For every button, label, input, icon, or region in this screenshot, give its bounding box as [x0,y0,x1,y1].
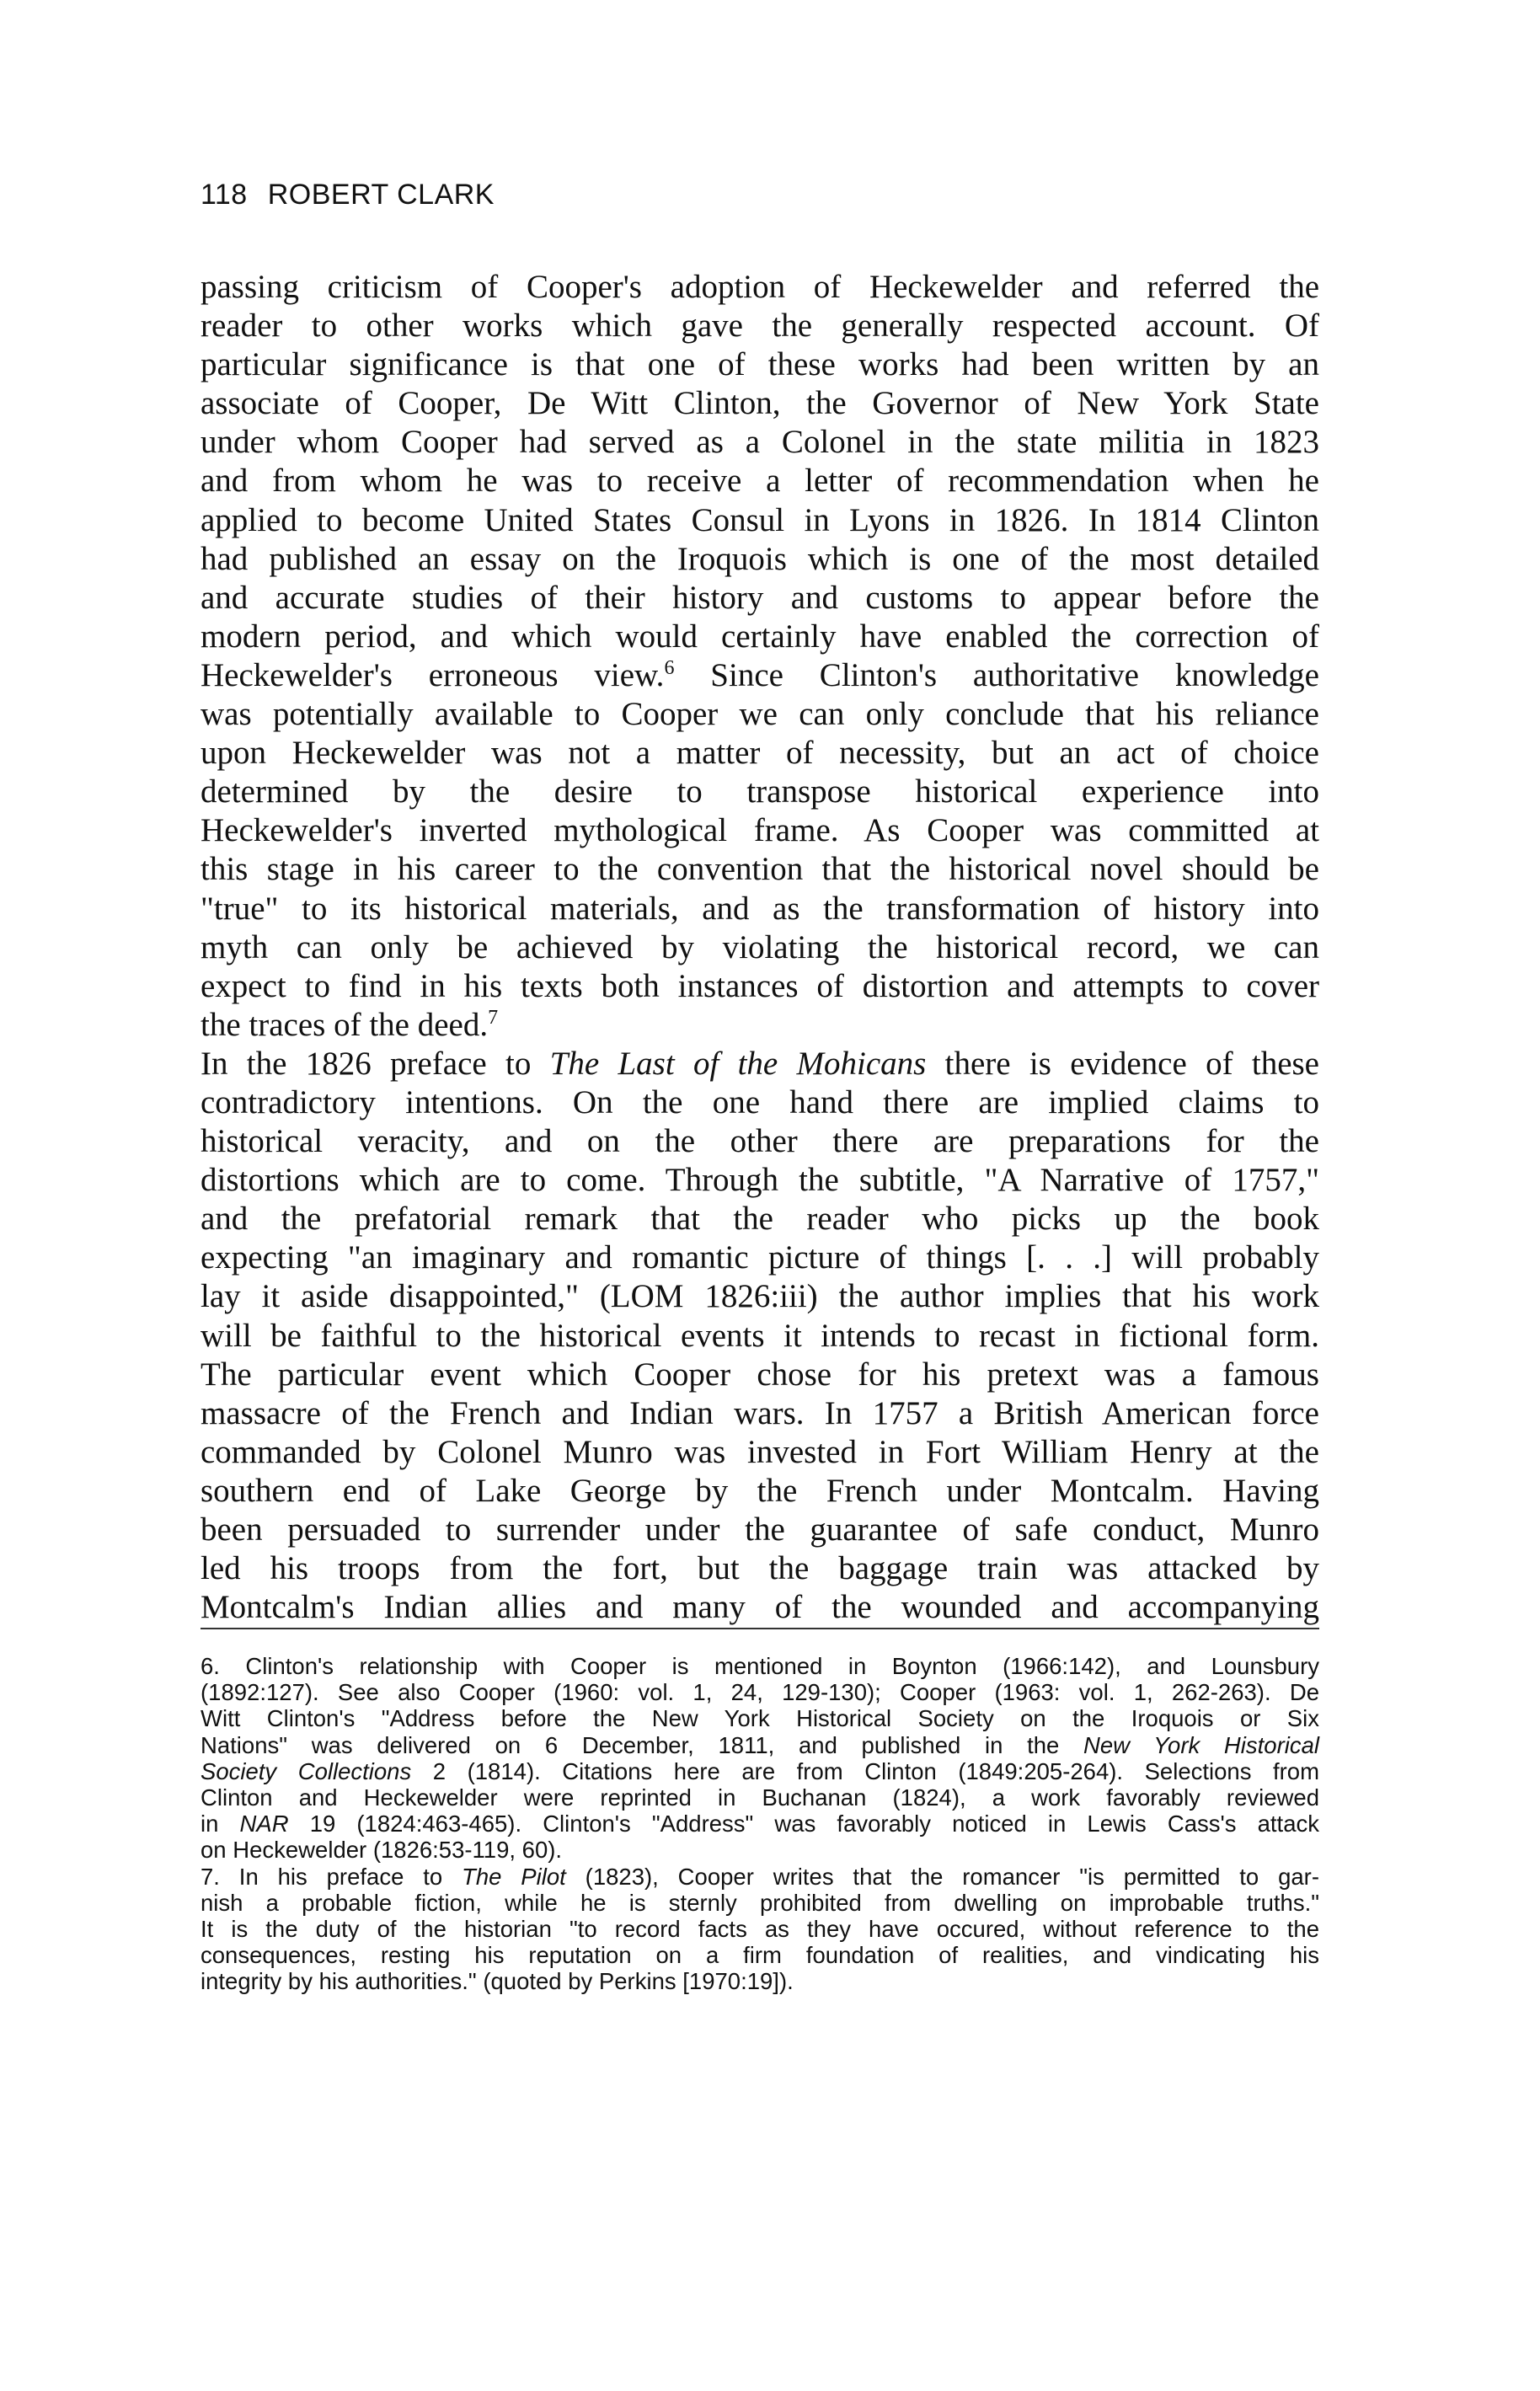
body-line: associate of Cooper, De Witt Clinton, the Governor of New York State [201,385,1319,422]
body-line-text: Since Clinton's authoritative knowledge [674,656,1319,693]
body-line: contradictory intentions. On the one hand there are implied claims to [201,1083,1319,1121]
footnote-6-line [201,1758,1319,1784]
book-title: The Last of the Mohicans [549,1045,927,1082]
body-line: particular significance is that one of these works had been written by an [201,346,1319,383]
body-line: expecting "an imaginary and romantic picture of things [. . .] will probably [201,1239,1319,1276]
body-line: The particular event which Cooper chose for his pretext was a famous [201,1356,1319,1393]
body-line: commanded by Colonel Munro was invested in Fort William Henry at the [201,1433,1319,1470]
body-line: under whom Cooper had served as a Colonel in the state militia in 1823 [201,424,1319,461]
body-line: will be faithful to the historical events it intends to recast in fictional form. [201,1317,1319,1354]
footnote-ref-7[interactable]: 7 [488,1006,499,1029]
body-line: passing criticism of Cooper's adoption of Heckewelder and referred the [201,269,1319,305]
footnote-7-line [201,1864,1319,1890]
body-line: myth can only be achieved by violating the historical record, we can [201,928,1319,965]
body-line: had published an essay on the Iroquois which is one of the most detailed [201,540,1319,577]
body-line [201,1006,1319,1045]
body-line-text: the traces of the deed. [201,1006,489,1043]
body-line: determined by the desire to transpose historical experience into [201,773,1319,810]
publication-title: Society Collections [201,1757,412,1784]
footnote-6-line: (1892:127). See also Cooper (1960: vol. 1, 24, 129-130); Cooper (1963: vol. 1, 262-263). De [201,1679,1319,1706]
running-head-author: ROBERT CLARK [267,179,495,211]
footnote-7-line: It is the duty of the historian "to record facts as they have occured, without reference to the [201,1916,1319,1943]
footnote-7-line: integrity by his authorities." (quoted by Perkins [1970:19]). [201,1968,794,1995]
body-line: distortions which are to come. Through the subtitle, "A Narrative of 1757," [201,1162,1319,1199]
publication-title: The Pilot [462,1863,566,1890]
publication-title: New York Historical [1083,1731,1320,1758]
body-line: Heckewelder's inverted mythological frame. As Cooper was committed at [201,812,1319,849]
footnote-6-line: Witt Clinton's "Address before the New York Historical Society on the Iroquois or Six [201,1705,1319,1732]
body-line-text: there is evidence of these [926,1045,1319,1082]
body-text [201,268,1319,1627]
publication-title: NAR [239,1811,289,1837]
running-head [201,179,495,211]
footnote-6-line: Clinton and Heckewelder were reprinted in Buchanan (1824), a work favorably reviewed [201,1784,1319,1811]
footnote-6-line: 6. Clinton's relationship with Cooper is mentioned in Boynton (1966:142), and Lounsbury [201,1653,1319,1679]
body-line: reader to other works which gave the generally respected account. Of [201,308,1319,345]
footnote-text: in [201,1811,240,1837]
body-line: this stage in his career to the convention that the historical novel should be [201,851,1319,888]
footnote-ref-6[interactable]: 6 [664,656,675,679]
footnote-text: 19 (1824:463-465). Clinton's "Address" was favorably noticed in Lewis Cass's attack [288,1811,1319,1837]
body-line: southern end of Lake George by the French under Montcalm. Having [201,1472,1319,1509]
body-line: led his troops from the fort, but the baggage train was attacked by [201,1550,1319,1587]
body-line: "true" to its historical materials, and as the transformation of history into [201,890,1319,927]
footnote-7-line: nish a probable fiction, while he is sternly prohibited from dwelling on improbable truths." [201,1889,1319,1916]
body-line [201,656,1319,695]
body-line: and accurate studies of their history and customs to appear before the [201,579,1319,616]
footnote-text: (1823), Cooper writes that the romancer "is permitted to gar- [565,1863,1319,1890]
body-line: modern period, and which would certainly have enabled the correction of [201,618,1319,655]
footnote-divider [201,1628,1319,1629]
body-line: and the prefatorial remark that the reader who picks up the book [201,1201,1319,1238]
body-line: Montcalm's Indian allies and many of the wounded and accompanying [201,1589,1319,1626]
footnote-text: 7. In his preface to [201,1863,463,1890]
body-line: upon Heckewelder was not a matter of necessity, but an act of choice [201,735,1319,772]
paragraph-2-first-line [201,1045,1319,1083]
footnote-6-line: on Heckewelder (1826:53-119, 60). [201,1837,563,1864]
footnote-6-line [201,1732,1319,1758]
footnotes [201,1653,1319,1995]
footnote-7-line: consequences, resting his reputation on a firm foundation of realities, and vindicating his [201,1942,1319,1969]
body-line: applied to become United States Consul in Lyons in 1826. In 1814 Clinton [201,501,1319,538]
body-line: was potentially available to Cooper we can only conclude that his reliance [201,696,1319,733]
body-line: been persuaded to surrender under the guarantee of safe conduct, Munro [201,1511,1319,1548]
body-line: expect to find in his texts both instances of distortion and attempts to cover [201,967,1319,1004]
footnote-text: 2 (1814). Citations here are from Clinton (1849:205-264). Selections from [411,1757,1319,1784]
body-line: historical veracity, and on the other there are preparations for the [201,1123,1319,1160]
body-line: and from whom he was to receive a letter of recommendation when he [201,463,1319,500]
page-number: 118 [201,179,248,211]
footnote-6-line [201,1811,1319,1837]
body-line: lay it aside disappointed," (LOM 1826:iii) the author implies that his work [201,1278,1319,1315]
body-line-text: In the 1826 preface to [201,1045,550,1082]
body-line-text: Heckewelder's erroneous view. [201,656,665,693]
body-line: massacre of the French and Indian wars. In 1757 a British American force [201,1394,1319,1431]
footnote-text: Nations" was delivered on 6 December, 1811, and published in the [201,1731,1083,1758]
